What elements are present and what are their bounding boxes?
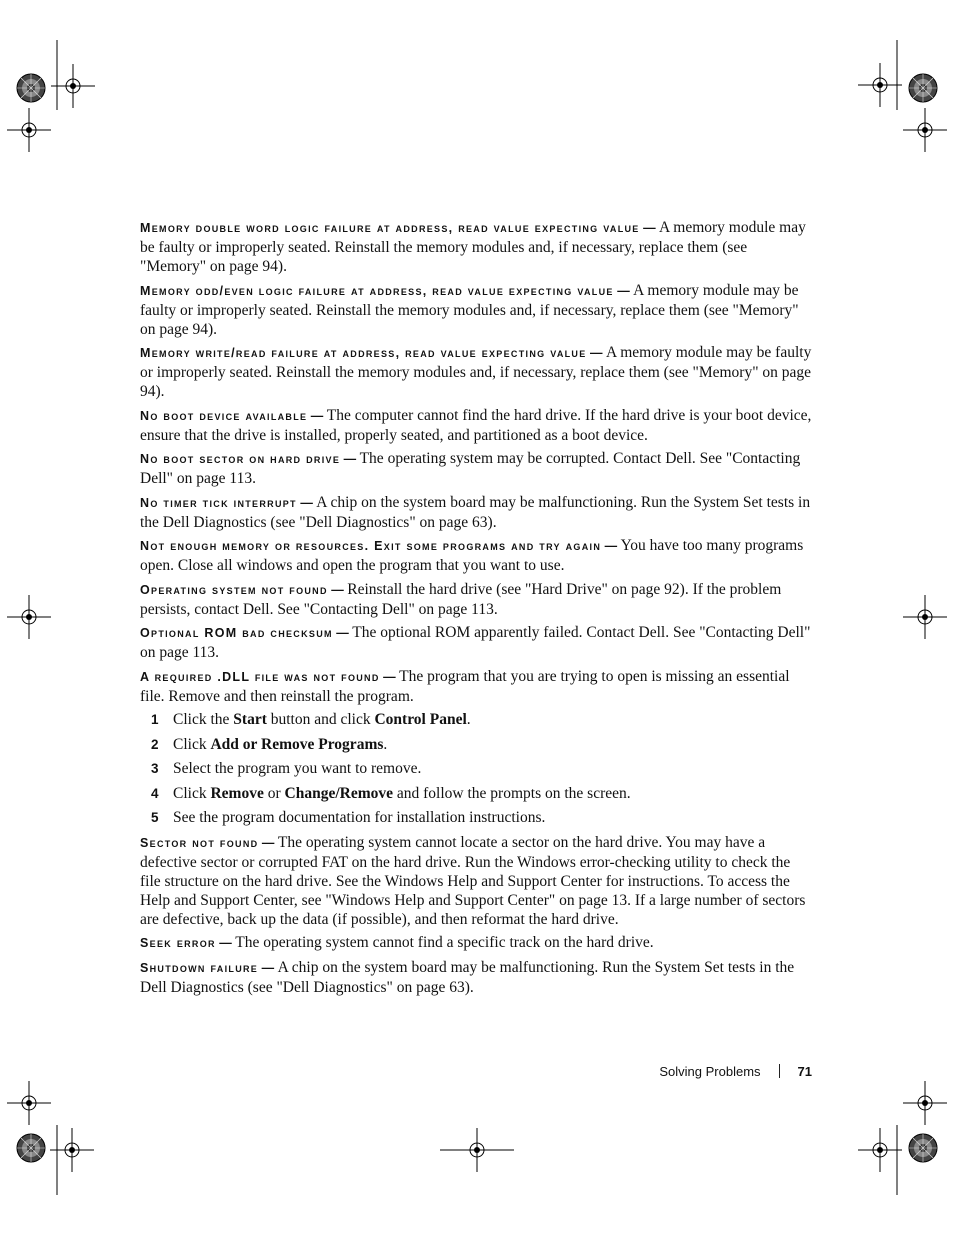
em-dash: —: [327, 582, 348, 597]
error-description: The operating system cannot locate a sector on the hard drive. You may have a defective sector or corrupted FAT on the hard drive. Run the Windows error-checking utility to check the file structure on the hard drive. See the Windows Help and Support Center for instructions. To access the Help and Support Center, see "Windows Help and Support Center" on page 13. If a large number of sectors are defective, back up the data (if possible), and then reformat the hard drive.: [140, 833, 806, 928]
error-description: A memory module may be faulty or improperly seated. Reinstall the memory modules and, if necessary, replace them (see "Memory" on page 94).: [140, 219, 806, 275]
step-text: button and click: [266, 711, 375, 728]
step-text: Click the: [173, 711, 234, 728]
remove-program-steps: [140, 710, 812, 827]
error-entry: [140, 406, 812, 445]
error-entry: [140, 493, 812, 532]
error-entry: [140, 933, 812, 953]
step-item: [140, 808, 812, 827]
ui-term: Add or Remove Programs: [210, 735, 384, 753]
step-number: 2: [151, 736, 159, 752]
error-entry: [140, 833, 812, 929]
error-heading: Shutdown failure: [140, 960, 259, 975]
step-text: Select the program you want to remove.: [173, 760, 422, 777]
error-description: A memory module may be faulty or improperly seated. Reinstall the memory modules and, if necessary, replace them (see "Memory" on page 94).: [140, 344, 812, 400]
step-text: Click: [173, 784, 211, 802]
em-dash: —: [601, 539, 621, 553]
error-description: The program that you are trying to open is missing an essential file. Remove and then reinstall the program.: [140, 667, 790, 705]
error-heading: No boot sector on hard drive: [140, 452, 341, 466]
page-content: [140, 218, 812, 1001]
step-item: [140, 710, 812, 729]
error-message-list: [140, 218, 812, 706]
error-entry: [140, 623, 812, 662]
error-description: A chip on the system board may be malfunctioning. Run the System Set tests in the Dell Diagnostics (see "Dell Diagnostics" on page 63).: [140, 493, 811, 531]
error-description: The operating system cannot find a specific track on the hard drive.: [235, 934, 654, 951]
em-dash: —: [340, 452, 360, 466]
error-entry: [140, 218, 812, 276]
error-heading: No timer tick interrupt: [140, 495, 297, 510]
step-text: See the program documentation for installation instructions.: [173, 809, 546, 826]
step-number: 1: [151, 712, 159, 727]
step-item: [140, 735, 812, 754]
em-dash: —: [613, 283, 634, 298]
error-entry: [140, 667, 812, 706]
error-description: A memory module may be faulty or improperly seated. Reinstall the memory modules and, if necessary, replace them (see "Memory" on page 94).: [140, 281, 799, 338]
step-number: 5: [151, 810, 159, 825]
error-description: You have too many programs open. Close all windows and open the program that you want to use.: [140, 537, 804, 574]
error-heading: A required .DLL file was not found: [140, 669, 380, 684]
em-dash: —: [258, 835, 278, 850]
step-item: [140, 759, 812, 778]
error-heading: Memory double word logic failure at address, read value expecting value: [140, 221, 640, 235]
em-dash: —: [258, 960, 278, 975]
error-description: The optional ROM apparently failed. Contact Dell. See "Contacting Dell" on page 113.: [140, 624, 811, 661]
step-number: 3: [151, 761, 159, 776]
em-dash: —: [215, 936, 236, 950]
error-heading: Sector not found: [140, 835, 259, 850]
step-item: [140, 784, 812, 803]
em-dash: —: [332, 626, 353, 640]
error-entry: [140, 449, 812, 488]
footer-section-title: Solving Problems: [659, 1063, 761, 1079]
error-message-list-continued: [140, 833, 812, 997]
error-entry: [140, 343, 812, 401]
error-entry: [140, 580, 812, 619]
step-text: Click: [173, 735, 211, 753]
ui-term: Change/Remove: [284, 784, 394, 802]
page-number: 71: [797, 1063, 812, 1079]
error-description: A chip on the system board may be malfunctioning. Run the System Set tests in the Dell Diagnostics (see "Dell Diagnostics" on page 63).: [140, 958, 795, 996]
em-dash: —: [379, 669, 400, 684]
error-entry: [140, 958, 812, 997]
error-heading: Memory write/read failure at address, read value expecting value: [140, 346, 587, 360]
step-text: .: [466, 711, 471, 728]
error-heading: Not enough memory or resources. Exit some programs and try again: [140, 539, 602, 553]
error-heading: Memory odd/even logic failure at address, read value expecting value: [140, 283, 614, 298]
step-text: and follow the prompts on the screen.: [393, 784, 631, 802]
error-entry: [140, 536, 812, 575]
em-dash: —: [586, 346, 606, 360]
ui-term: Start: [233, 711, 267, 728]
error-description: Reinstall the hard drive (see "Hard Drive" on page 92). If the problem persists, contact Dell. See "Contacting Dell" on page 113.: [140, 580, 782, 618]
error-entry: [140, 281, 812, 339]
error-description: The computer cannot find the hard drive. If the hard drive is your boot device, ensure that the drive is installed, properly seated, and partitioned as a boot device.: [140, 406, 812, 444]
page-footer: [600, 1061, 812, 1081]
step-text: .: [383, 735, 388, 753]
em-dash: —: [639, 221, 660, 235]
error-description: The operating system may be corrupted. Contact Dell. See "Contacting Dell" on page 113.: [140, 450, 801, 487]
error-heading: Seek error: [140, 936, 216, 950]
error-heading: Optional ROM bad checksum: [140, 626, 333, 640]
step-number: 4: [151, 785, 159, 801]
error-heading: No boot device available: [140, 408, 308, 423]
ui-term: Remove: [210, 784, 264, 802]
em-dash: —: [307, 408, 327, 423]
ui-term: Control Panel: [374, 711, 467, 728]
step-text: or: [263, 784, 285, 802]
error-heading: Operating system not found: [140, 582, 328, 597]
footer-divider: [779, 1064, 780, 1078]
em-dash: —: [296, 495, 317, 510]
